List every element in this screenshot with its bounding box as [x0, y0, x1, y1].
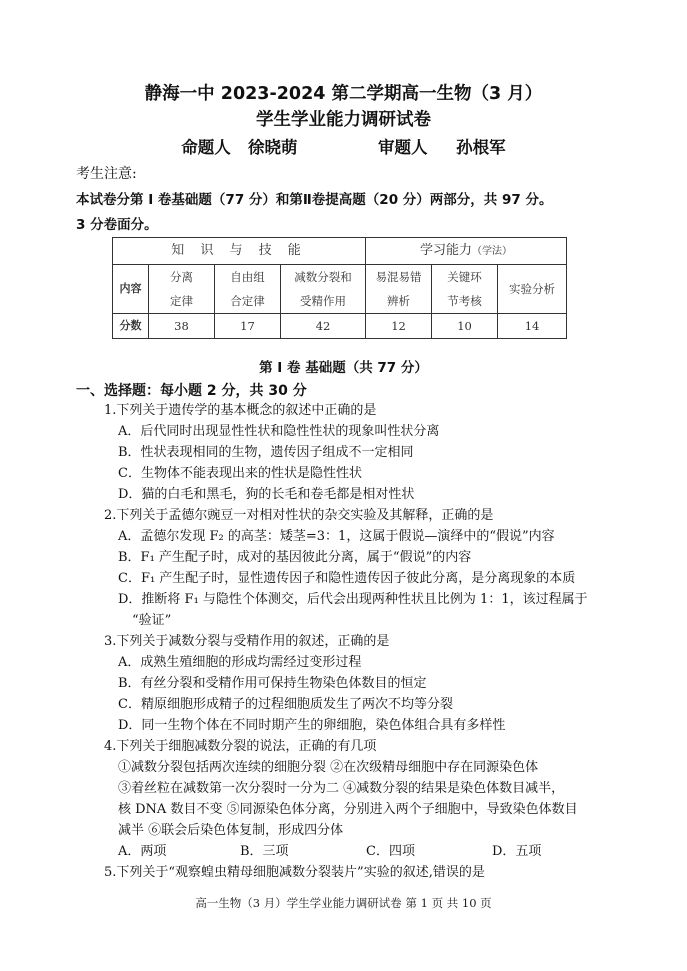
- question-4-stem: 4.下列关于细胞减数分裂的说法，正确的有几项: [104, 739, 377, 754]
- notice-line2: 3 分卷面分。: [76, 217, 158, 233]
- row-label-content: 内容: [113, 265, 149, 314]
- column-header: [366, 265, 432, 314]
- section1-title: 一、选择题：每小题 2 分，共 30 分: [76, 383, 307, 399]
- question-1-stem: 1.下列关于遗传学的基本概念的叙述中正确的是: [104, 403, 377, 418]
- question-2-option-c: C．F₁ 产生配子时，显性遗传因子和隐性遗传因子彼此分离，是分离现象的本质: [118, 571, 576, 586]
- score-cell: 10: [432, 314, 498, 339]
- question-3-option-a: A．成熟生殖细胞的形成均需经过变形过程: [118, 655, 362, 670]
- question-4-option-c: C．四项: [366, 844, 415, 859]
- notice-line1: 本试卷分第 I 卷基础题（77 分）和第Ⅱ卷提高题（20 分）两部分，共 97 分。: [76, 192, 553, 208]
- group-learning-ability-label: 学习能力: [420, 242, 473, 258]
- score-cell: 14: [498, 314, 567, 339]
- score-cell: 38: [149, 314, 215, 339]
- question-1-option-b: B．性状表现相同的生物，遗传因子组成不一定相同: [118, 445, 414, 460]
- exam-authors: 命题人 徐晓萌 审题人 孙根军: [181, 138, 506, 157]
- notice-heading: 考生注意:: [76, 166, 137, 182]
- question-2-option-d: D．推断将 F₁ 与隐性个体测交，后代会出现两种性状且比例为 1：1，该过程属于: [118, 592, 588, 607]
- question-2-stem: 2.下列关于孟德尔豌豆一对相对性状的杂交实验及其解释，正确的是: [104, 508, 494, 523]
- question-4-statements-3: 核 DNA 数目不变 ⑤同源染色体分离，分别进入两个子细胞中，导致染色体数目: [118, 802, 578, 817]
- question-2-option-a: A．孟德尔发现 F₂ 的高茎：矮茎=3：1，这属于假说—演绎中的“假说”内容: [118, 529, 555, 544]
- group-learning-ability: [366, 238, 567, 265]
- score-cell: 42: [281, 314, 366, 339]
- column-header-line2: 辨析: [387, 294, 411, 308]
- part1-title: 第 I 卷 基础题（共 77 分）: [259, 360, 428, 376]
- question-3-option-b: B．有丝分裂和受精作用可保持生物染色体数目的恒定: [118, 676, 427, 691]
- score-cell: 12: [366, 314, 432, 339]
- column-header: [149, 265, 215, 314]
- page-footer: 高一生物（3 月）学生学业能力调研试卷 第 1 页 共 10 页: [195, 896, 492, 910]
- group-knowledge-skills: 知 识 与 技 能: [113, 238, 366, 265]
- column-header-line1: 易混易错: [375, 270, 422, 284]
- column-header-line1: 关键环: [447, 270, 482, 284]
- exam-title-line1: 静海一中 2023-2024 第二学期高一生物（3 月）: [144, 84, 543, 104]
- question-3-stem: 3.下列关于减数分裂与受精作用的叙述，正确的是: [104, 634, 390, 649]
- column-header-line2: 节考核: [447, 294, 482, 308]
- column-header: [281, 265, 366, 314]
- question-4-option-a: A．两项: [118, 844, 167, 859]
- column-header-line2: 受精作用: [300, 294, 347, 308]
- column-header: [432, 265, 498, 314]
- row-label-score: 分数: [113, 314, 149, 339]
- question-4-option-d: D．五项: [492, 844, 542, 859]
- exam-title-line2: 学生学业能力调研试卷: [256, 110, 431, 130]
- question-1-option-a: A．后代同时出现显性性状和隐性性状的现象叫性状分离: [118, 424, 440, 439]
- question-1-option-d: D．猫的白毛和黑毛，狗的长毛和卷毛都是相对性状: [118, 487, 415, 502]
- group-learning-ability-note: （学法）: [472, 245, 513, 257]
- question-3-option-c: C．精原细胞形成精子的过程细胞质发生了两次不均等分裂: [118, 697, 453, 712]
- question-4-statements-4: 减半 ⑥联会后染色体复制，形成四分体: [118, 823, 344, 838]
- question-3-option-d: D．同一生物个体在不同时期产生的卵细胞，染色体组合具有多样性: [118, 718, 506, 733]
- column-header-line1: 分离: [170, 270, 193, 284]
- question-5-stem: 5.下列关于“观察蝗虫精母细胞减数分裂装片”实验的叙述,错误的是: [104, 865, 485, 880]
- score-distribution-table: [112, 237, 567, 339]
- question-2-option-b: B．F₁ 产生配子时，成对的基因彼此分离，属于“假说”的内容: [118, 550, 472, 565]
- question-4-option-b: B．三项: [240, 844, 289, 859]
- column-header-line1: 自由组: [230, 270, 265, 284]
- score-cell: 17: [215, 314, 281, 339]
- column-header-line2: 定律: [170, 294, 193, 308]
- column-header-line1: 减数分裂和: [294, 270, 352, 284]
- question-4-statements-2: ③着丝粒在减数第一次分裂时一分为二 ④减数分裂的结果是染色体数目减半，: [118, 781, 565, 796]
- question-2-option-d-cont: “验证”: [132, 613, 172, 628]
- question-4-statements-1: ①减数分裂包括两次连续的细胞分裂 ②在次级精母细胞中存在同源染色体: [118, 760, 539, 775]
- column-header: 实验分析: [498, 265, 567, 314]
- column-header-line2: 合定律: [230, 294, 265, 308]
- column-header: [215, 265, 281, 314]
- question-1-option-c: C．生物体不能表现出来的性状是隐性性状: [118, 466, 362, 481]
